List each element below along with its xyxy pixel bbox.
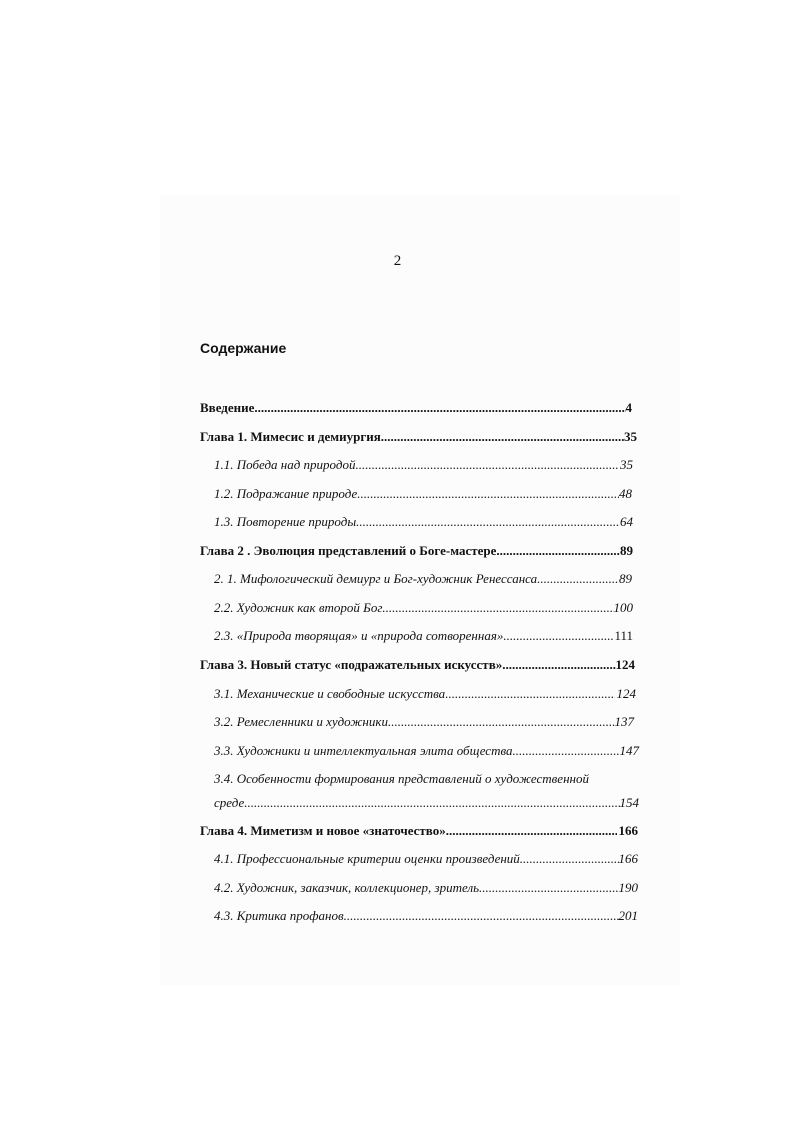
toc-entry-chapter-1: [200, 429, 637, 445]
toc-title: Содержание: [200, 340, 287, 356]
toc-entry-section-4-1: [214, 851, 638, 867]
toc-entry-title: Глава 1. Мимесис и демиургия: [200, 429, 381, 444]
toc-entry-page: 166: [618, 851, 638, 866]
toc-entry-section-3-4: [214, 771, 639, 811]
toc-entry-page: 4: [625, 400, 632, 415]
toc-entry-page: 137: [614, 714, 634, 729]
toc-entry-page: 124: [615, 657, 635, 672]
toc-entry-section-3-2: [214, 714, 634, 730]
dot-leader: [381, 429, 624, 445]
toc-entry-page: 154: [619, 795, 639, 810]
toc-entry-title: 4.3. Критика профанов: [214, 908, 344, 923]
page-number: 2: [393, 253, 402, 269]
toc-entry-title: 3.3. Художники и интеллектуальная элита общества: [214, 743, 513, 758]
toc-entry-section-4-2: [214, 880, 638, 896]
toc-entry-page: 201: [618, 908, 638, 923]
dot-leader: [537, 571, 619, 587]
toc-entry-title: Глава 2 . Эволюция представлений о Боге-мастере: [200, 543, 497, 558]
dot-leader: [355, 457, 618, 473]
toc-entry-page: 89: [619, 571, 632, 586]
toc-entry-title-line2: среде: [214, 795, 245, 810]
toc-entry-section-2-1: [214, 571, 632, 587]
toc-entry-intro: [200, 400, 632, 416]
toc-entry-section-3-1: [214, 686, 636, 702]
toc-entry-page: 35: [624, 429, 637, 444]
toc-entry-title: 1.1. Победа над природой: [214, 457, 356, 472]
toc-entry-section-2-3: [214, 628, 633, 644]
toc-entry-title: 1.2. Подражание природе: [214, 486, 358, 501]
dot-leader: [479, 880, 618, 896]
dot-leader: [357, 486, 619, 502]
toc-entry-chapter-2: [200, 543, 633, 559]
dot-leader: [445, 686, 615, 702]
toc-entry-chapter-3: [200, 657, 635, 673]
toc-entry-title: 2.3. «Природа творящая» и «природа сотворенная»: [214, 628, 504, 643]
toc-entry-page: 111: [614, 628, 633, 643]
toc-entry-title: 2.2. Художник как второй Бог: [214, 600, 383, 615]
dot-leader: [446, 823, 618, 839]
dot-leader: [382, 600, 613, 616]
toc-entry-page: 190: [618, 880, 638, 895]
dot-leader: [503, 628, 614, 644]
toc-entry-section-1-2: [214, 486, 632, 502]
toc-entry-page: 124: [616, 686, 636, 701]
toc-entry-page: 147: [619, 743, 639, 758]
toc-entry-title: 4.2. Художник, заказчик, коллекционер, зритель: [214, 880, 480, 895]
toc-entry-title: 4.1. Профессиональные критерии оценки произведений: [214, 851, 520, 866]
toc-entry-page: 64: [620, 514, 633, 529]
toc-entry-title: 2. 1. Мифологический демиург и Бог-художник Ренессанса: [214, 571, 538, 586]
toc-entry-page: 100: [613, 600, 633, 615]
toc-entry-title: Глава 3. Новый статус «подражательных искусств»: [200, 657, 503, 672]
toc-entry-title: 1.3. Повторение природы: [214, 514, 357, 529]
dot-leader: [502, 657, 615, 673]
toc-entry-title: 3.2. Ремесленники и художники: [214, 714, 388, 729]
dot-leader: [244, 795, 619, 811]
dot-leader: [496, 543, 620, 559]
toc-entry-page: 35: [620, 457, 633, 472]
dot-leader: [344, 908, 619, 924]
toc-entry-title: Введение: [200, 400, 255, 415]
toc-entry-section-1-3: [214, 514, 633, 530]
toc-entry-title: Глава 4. Миметизм и новое «знаточество»: [200, 823, 446, 838]
toc-entry-page: 48: [619, 486, 632, 501]
toc-entry-title-line1: 3.4. Особенности формирования представлений о художественной: [214, 771, 589, 786]
toc-entry-title: 3.1. Механические и свободные искусства: [214, 686, 446, 701]
toc-entry-section-4-3: [214, 908, 638, 924]
dot-leader: [520, 851, 619, 867]
dot-leader: [254, 400, 625, 416]
toc-entry-line2: [214, 795, 639, 811]
toc-entry-section-2-2: [214, 600, 633, 616]
dot-leader: [513, 743, 620, 759]
toc-entry-chapter-4: [200, 823, 638, 839]
dot-leader: [356, 514, 620, 530]
toc-entry-page: 166: [618, 823, 638, 838]
dot-leader: [388, 714, 615, 730]
toc-entry-section-1-1: [214, 457, 633, 473]
toc-entry-page: 89: [620, 543, 633, 558]
toc-entry-section-3-3: [214, 743, 639, 759]
